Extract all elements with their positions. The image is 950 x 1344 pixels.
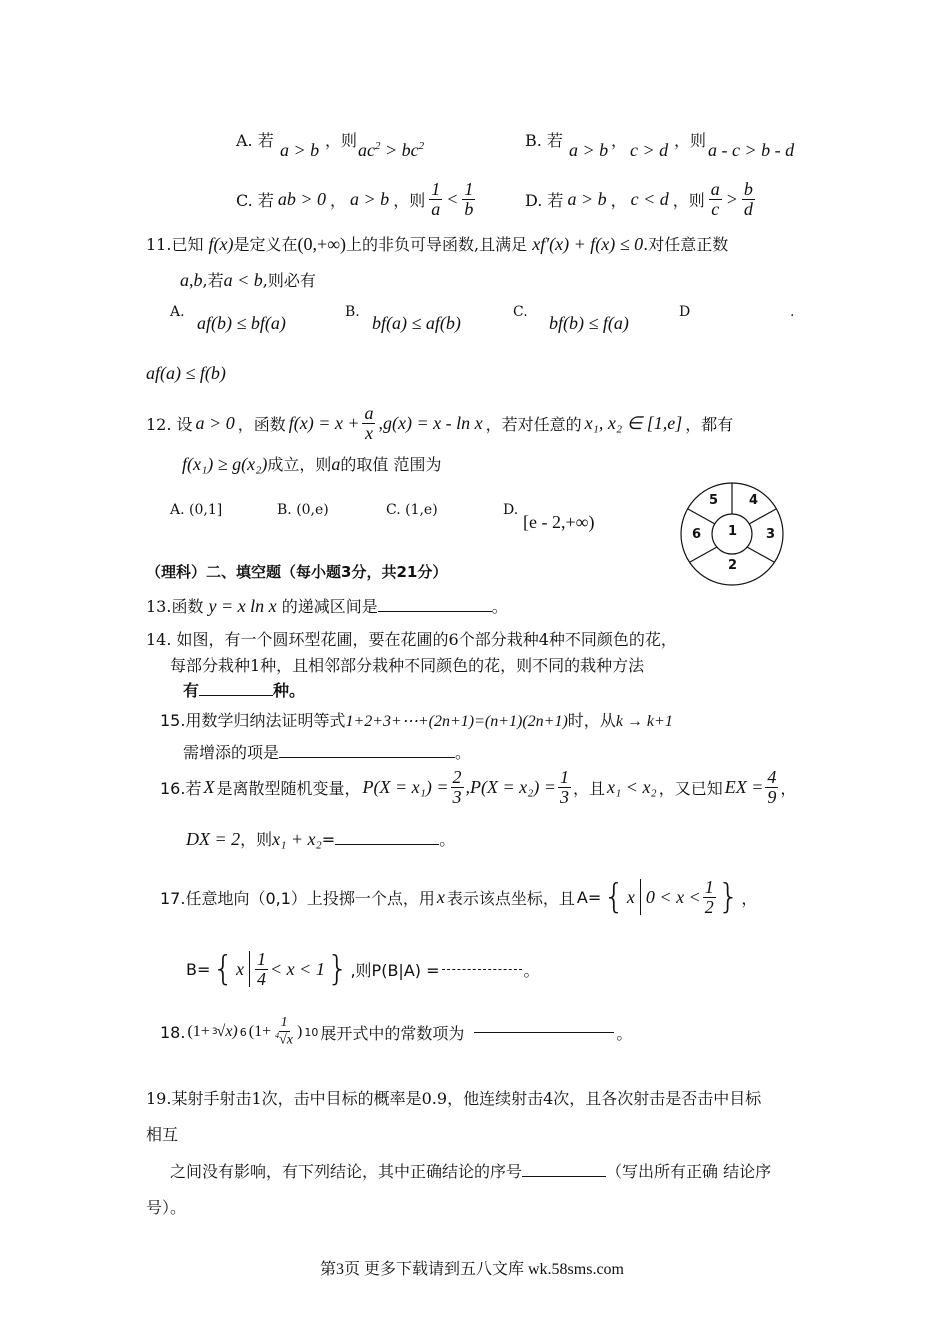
q12-option-c: C. (1,e) [386,502,438,518]
q17-line2: B= { x $\frac{1}{4}$ < x < 1 } ,则P(B|A) = 。 [186,949,540,990]
q11-d-label: D [679,304,691,320]
q16-frac-two-thirds: $\frac{2}{3}$ [452,767,462,807]
q14-answer-blank[interactable] [199,695,273,696]
q12-line1: 12. 设 a > 0 ，函数 f(x) = x + $\frac{a}{x}$ ,g(x) = x - ln x ，若对任意的 x₁, x₂ ∈ [1,e] ，都有 [146,403,734,443]
garden-label-4: 4 [749,493,759,508]
q10-c-cond2: a > b [350,188,390,209]
q12-option-b: B. (0,e) [277,502,329,518]
q15-line1: 15.用数学归纳法证明等式1+2+3+⋯+(2n+1)=(n+1)(2n+1)时，从k → k+1 [160,711,673,730]
q10-a-result: $ac^2 > bc^2$ [358,140,425,160]
q17-line1: 17.任意地向（0,1）上投掷一个点，用 x 表示该点坐标，且 A= { x 0 < x < $\frac{1}{2}$ } ， [160,877,758,918]
q18: 18. (1+ 3 √x) 6 (1+ $\frac{1}{^4√x}$ ) 10 展开式中的常数项为 。 [160,1015,633,1048]
q10-option-d: D. 若 a > b ， c < d ，则 $\frac{a}{c}$ > $\frac{b}{d}$ [525,179,753,219]
q11-a-label: A. [170,304,185,320]
q10-a-condition: a > b [280,140,320,160]
garden-label-3: 3 [766,527,776,542]
garden-label-5: 5 [709,493,719,508]
q14-line3: 有 种。 [183,681,306,700]
q10-b-result: a - c > b - d [708,140,795,160]
q12-option-a: A. (0,1] [170,502,223,518]
q10-c-frac2: $\frac{1}{b}$ [464,179,474,219]
q10-d-frac2: $\frac{b}{d}$ [743,179,753,219]
q11-option-b: bf(a) ≤ af(b) [372,313,461,333]
q11-option-d: af(a) ≤ f(b) [146,363,226,383]
q10-b-label: B. 若 [525,131,563,150]
q19-line3: 之间没有影响，有下列结论，其中正确结论的序号 （写出所有正确 结论序 [170,1162,772,1181]
q10-c-label: C. 若 [236,190,274,210]
garden-label-6: 6 [692,527,702,542]
q11-line1: 11.已知 f(x)是定义在(0,+∞)上的非负可导函数,且满足 xf′(x) + f(x) ≤ 0.对任意正数 [146,234,729,254]
q18-frac: $\frac{1}{^4√x}$ [275,1015,294,1048]
q14-line1: 14. 如图，有一个圆环型花圃，要在花圃的6个部分栽种4种不同颜色的花， [146,630,677,649]
garden-label-1: 1 [728,524,738,539]
q16-line2: DX = 2，则x₁ + x₂= 。 [186,829,456,849]
q19-line2: 相互 [146,1125,179,1144]
q10-d-cond1: a > b [567,188,607,209]
q13: 13.函数 y = x ln x 的递减区间是 。 [146,596,508,616]
q10-option-a [236,128,274,151]
q12-d-label: D. [503,502,519,518]
q15-answer-blank[interactable] [279,757,455,758]
q10-c-frac1: $\frac{1}{a}$ [431,179,441,219]
q14-line2: 每部分栽种1种，且相邻部分栽种不同颜色的花，则不同的栽种方法 [170,656,645,675]
q18-answer-blank[interactable] [474,1032,614,1033]
q17-frac-half: $\frac{1}{2}$ [704,877,714,917]
q10-d-cond2: c < d [630,188,669,209]
page-footer: 第3页 更多下载请到五八文库 wk.58sms.com [320,1261,625,1278]
q10-d-label: D. 若 [525,190,564,210]
q16-frac-ex: $\frac{4}{9}$ [767,767,777,807]
section-heading: （理科）二、填空题（每小题3分，共21分） [146,563,448,581]
q16-answer-blank[interactable] [335,844,439,845]
q10-a-label: A. 若 [236,131,274,150]
q10-b-cond1: a > b [569,140,609,160]
q11-b-label: B. [345,304,360,320]
q12-frac: $\frac{a}{x}$ [364,403,374,443]
q10-a-sep: ，则 [325,131,358,150]
q10-option-c: C. 若 ab > 0 ， a > b ，则 $\frac{1}{a}$ < $\frac{1}{b}$ [236,179,474,219]
q11-option-c: bf(b) ≤ f(a) [549,313,629,333]
garden-label-2: 2 [728,558,738,573]
q11-option-a: af(b) ≤ bf(a) [197,313,286,333]
q10-b-sep: ，则 [674,131,707,150]
q11-d-dot: . [790,304,795,320]
q10-b-cond2: c > d [630,140,669,160]
q10-c-cond1: ab > 0 [277,188,327,209]
q11-c-label: C. [513,304,528,320]
q19-answer-blank[interactable] [522,1176,606,1177]
q12-line2: f(x₁) ≥ g(x₂)成立，则a的取值 范围为 [182,454,442,474]
q17-frac-quarter: $\frac{1}{4}$ [257,949,267,989]
q16-frac-one-third: $\frac{1}{3}$ [560,767,570,807]
q16-line1: 16.若 X 是离散型随机变量， P(X = x₁) = $\frac{2}{3}$ ,P(X = x₂) = $\frac{1}{3}$ ，且 x₁ < x₂ ，又已知 EX = $\frac{4}{9}$ ， [160,767,797,807]
q13-answer-blank[interactable] [378,611,492,612]
q15-line2: 需增添的项是 。 [183,743,472,762]
q12-option-d: [e - 2,+∞) [523,512,595,532]
q11-line2: a,b,若a < b,则必有 [180,270,316,290]
q10-d-frac1: $\frac{a}{c}$ [710,179,720,219]
q19-line1: 19.某射手射击1次，击中目标的概率是0.9，他连续射击4次，且各次射击是否击中目标 [146,1089,762,1108]
q19-line4: 号）。 [146,1198,187,1217]
q10-b-comma: ， [611,131,628,150]
q17-answer-blank[interactable] [442,969,522,970]
